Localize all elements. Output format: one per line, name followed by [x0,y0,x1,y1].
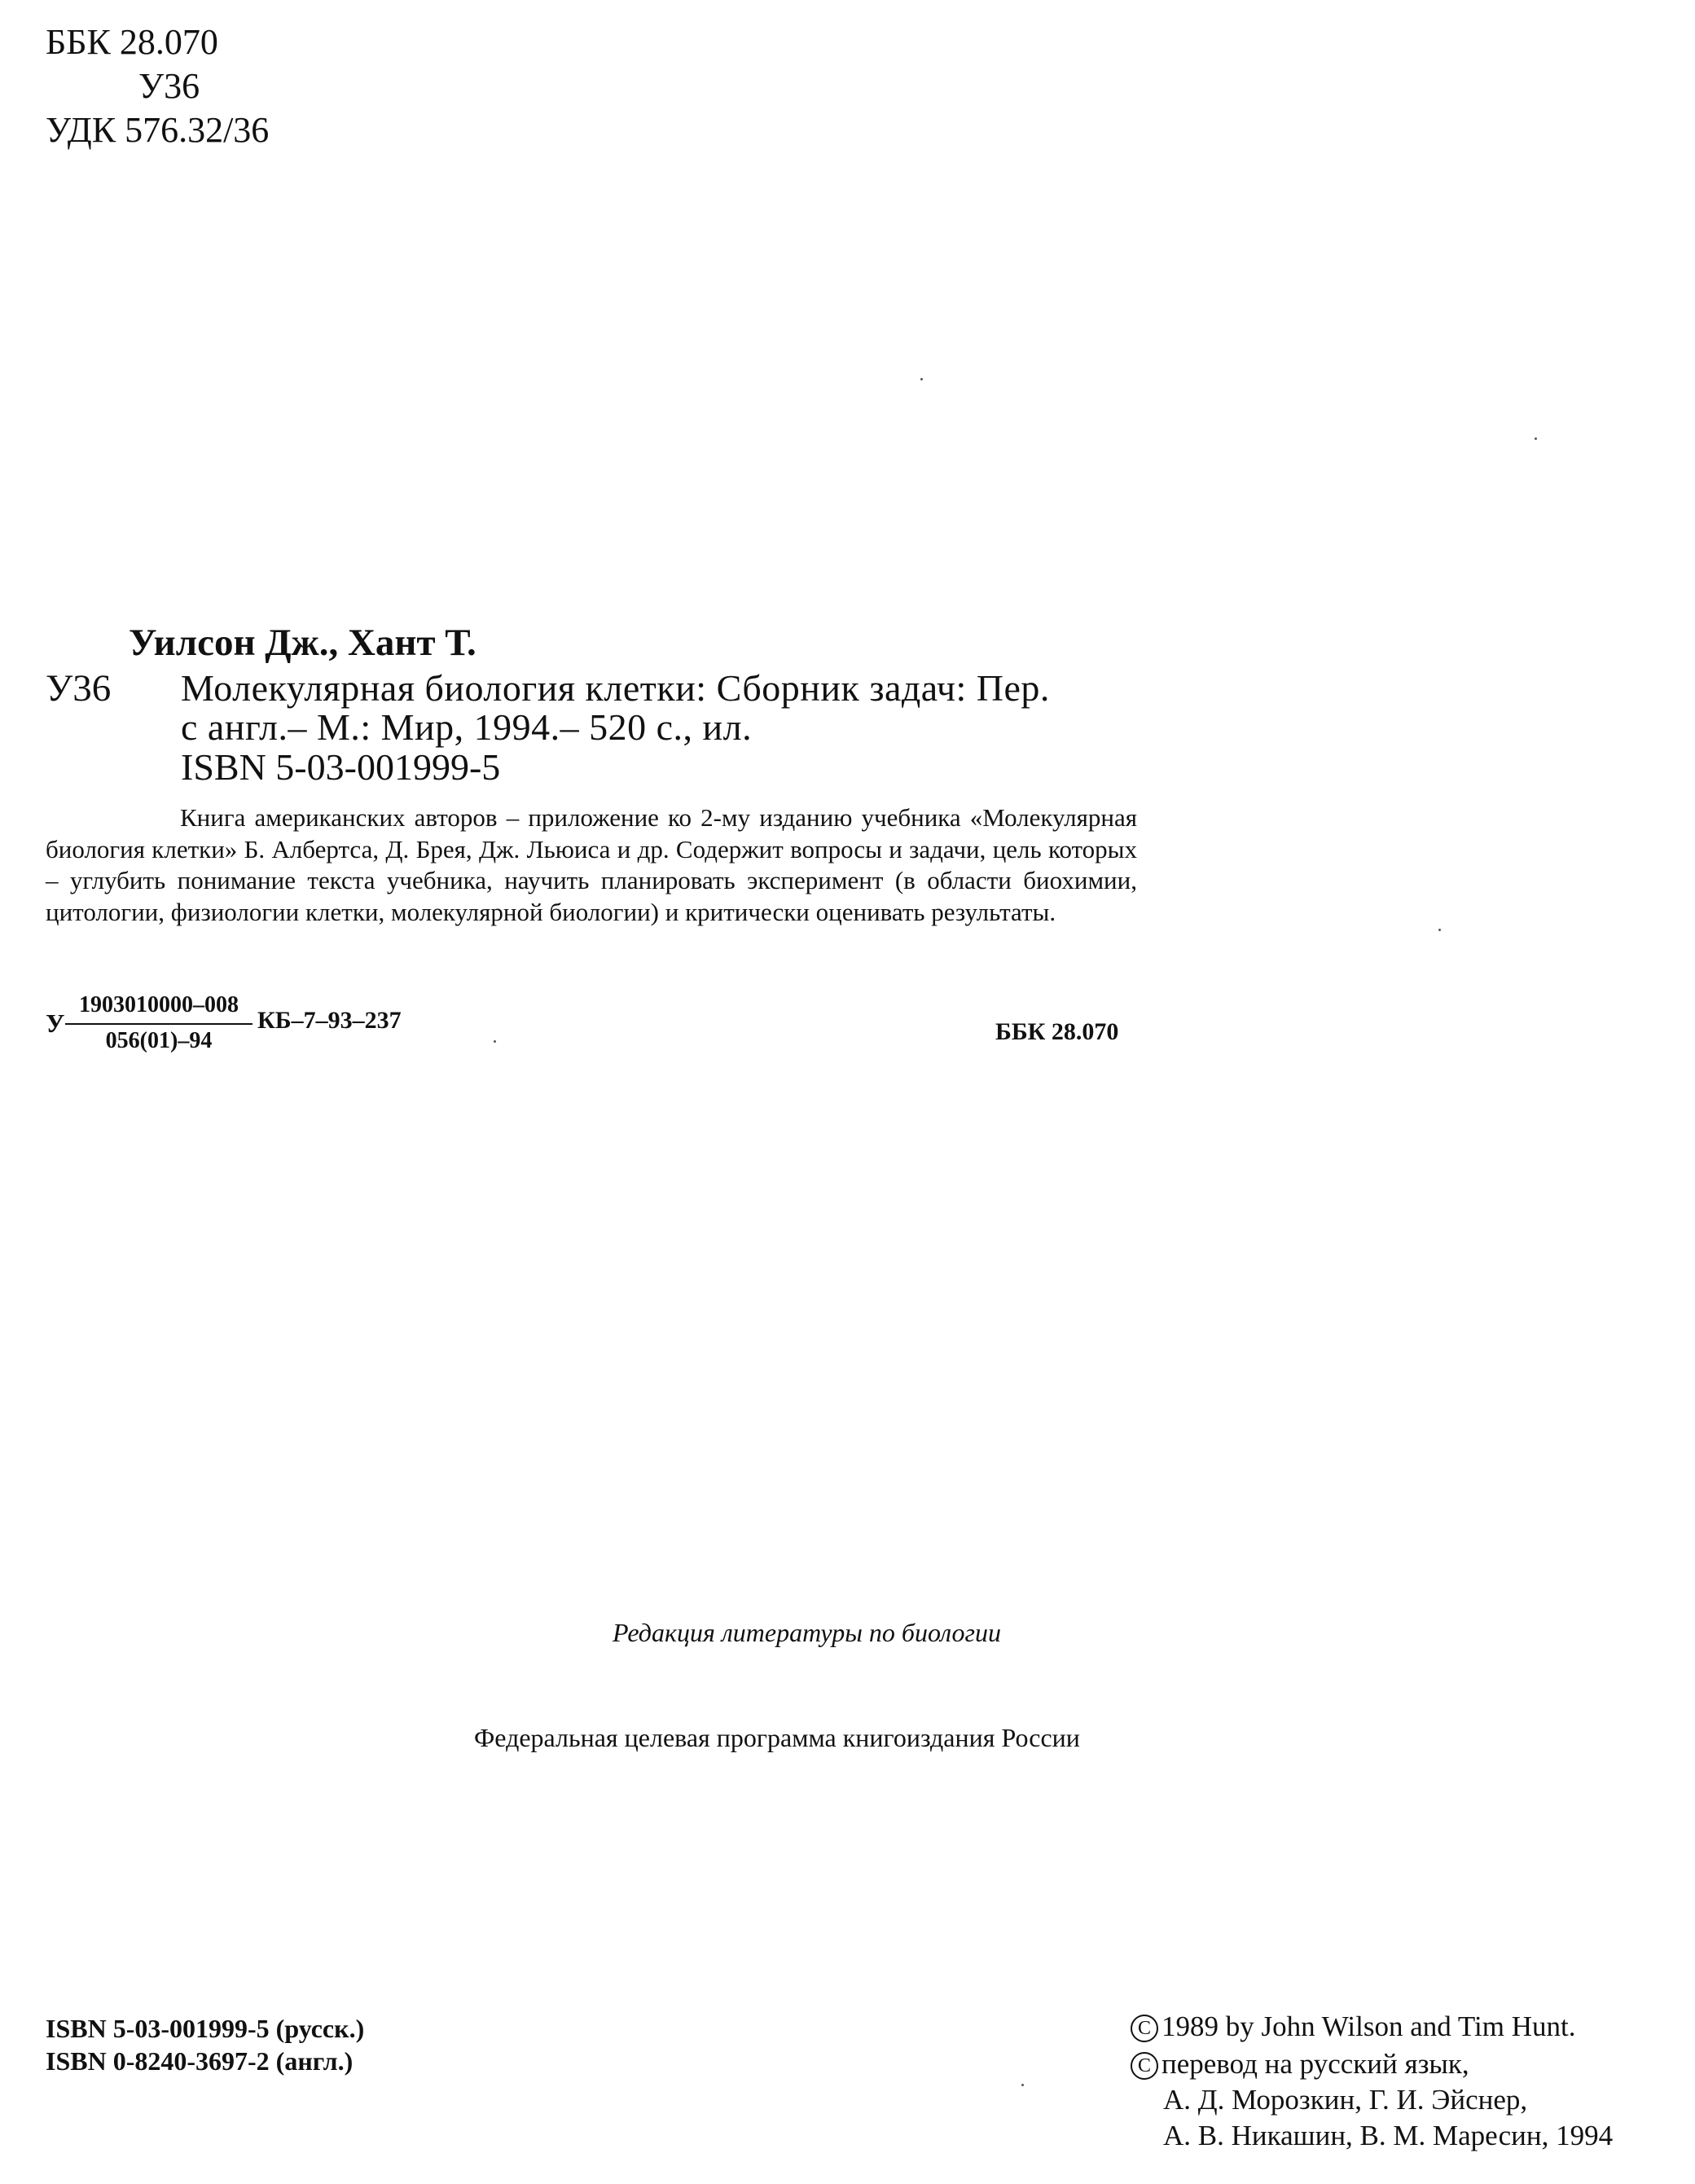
isbn-english: ISBN 0-8240-3697-2 (англ.) [46,2046,353,2076]
scan-speck [1438,929,1441,931]
bbk-classification: ББК 28.070 [46,22,218,62]
udk-classification: УДК 576.32/36 [46,110,270,150]
isbn-russian: ISBN 5-03-001999-5 (русск.) [46,2014,365,2043]
index-letter: У [46,1009,65,1038]
scan-speck [494,1040,496,1043]
index-fraction-line [65,1023,252,1025]
scan-speck [920,378,923,380]
translators-line-2: А. В. Никашин, В. М. Маресин, 1994 [1163,2120,1614,2151]
copyright-original-text: 1989 by John Wilson and Tim Hunt. [1161,2010,1576,2042]
book-title-line-1: Молекулярная биология клетки: Сборник задач: Пер. [181,667,1050,709]
catalog-code: У36 [46,667,112,710]
copyright-original [1131,2009,1575,2044]
book-authors: Уилсон Дж., Хант Т. [129,622,476,664]
book-annotation: Книга американских авторов – приложение ко 2-му изданию учебника «Молекулярная биология клетки» Б. Албертса, Д. Брея, Дж. Льюиса и др. Содержит вопросы и задачи, цель которых – углубить понимание текста учебника, научить планировать эксперимент (в области биохимии, цитологии, физиологии клетки, молекулярной биологии) и критически оценивать результаты. [46,803,1137,926]
book-title-line-2: с англ.– М.: Мир, 1994.– 520 с., ил. [181,706,753,748]
publishing-program: Федеральная целевая программа книгоиздания России [474,1723,1080,1752]
copyright-icon: C [1131,2052,1158,2080]
copyright-icon: C [1131,2015,1158,2042]
translators-line-1: А. Д. Морозкин, Г. И. Эйснер, [1163,2084,1528,2116]
index-bbk: ББК 28.070 [995,1018,1119,1045]
scan-speck [1021,2084,1024,2086]
scan-speck [1535,437,1537,440]
index-code: КБ–7–93–237 [257,1007,402,1034]
index-numerator: 1903010000–008 [79,992,239,1017]
copyright-translation-text: перевод на русский язык, [1161,2048,1469,2080]
copyright-translation [1131,2046,1469,2081]
editorial-office: Редакция литературы по биологии [613,1618,1001,1647]
index-denominator: 056(01)–94 [105,1028,213,1053]
author-mark-code: У36 [138,66,200,106]
book-isbn: ISBN 5-03-001999-5 [181,746,501,788]
